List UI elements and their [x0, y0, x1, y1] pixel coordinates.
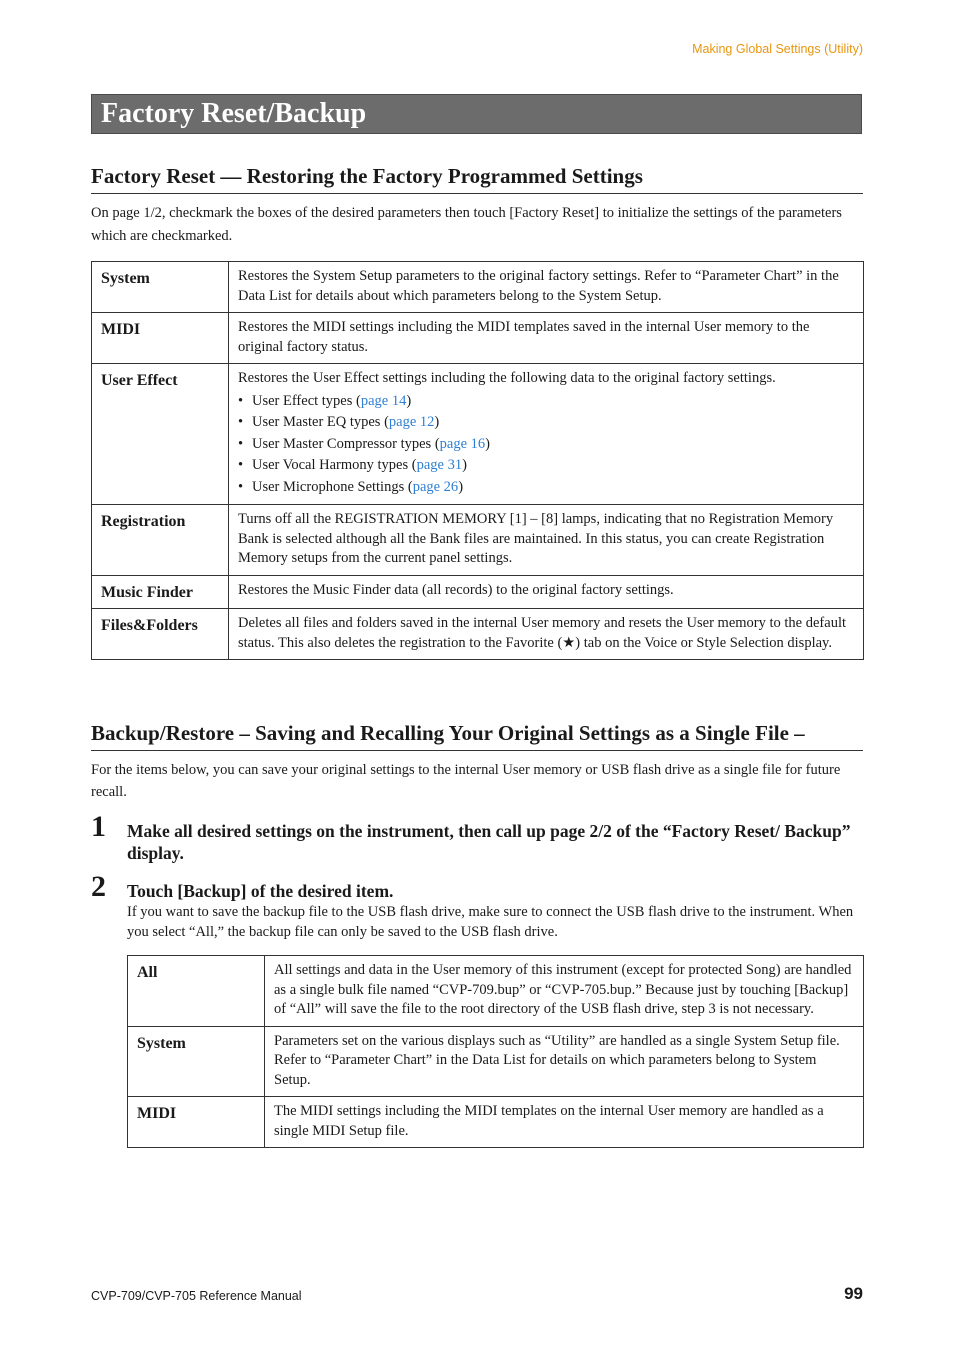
running-head: Making Global Settings (Utility)	[692, 42, 863, 56]
row-desc: Parameters set on the various displays such as “Utility” are handled as a single System Setup file. Refer to “Parameter Chart” in the Data List for details on which parameters belong to System Setup.	[265, 1026, 864, 1097]
factory-reset-intro: On page 1/2, checkmark the boxes of the desired parameters then touch [Factory Reset] to initialize the settings of the parameters which are checkmarked.	[91, 205, 842, 244]
page-link[interactable]: page 26	[412, 478, 459, 495]
row-key: MIDI	[128, 1097, 265, 1148]
row-desc: Turns off all the REGISTRATION MEMORY [1] – [8] lamps, indicating that no Registration Memory Bank is selected although all the Bank files are maintained. In this status, you can create Registration Memory setups from the current panel settings.	[229, 505, 864, 576]
row-key: Registration	[92, 505, 229, 576]
step-text: Make all desired settings on the instrument, then call up page 2/2 of the “Factory Reset/ Backup” display.	[127, 821, 851, 863]
step-text: Touch [Backup] of the desired item.	[127, 881, 394, 901]
step-2-body: If you want to save the backup file to the USB flash drive, make sure to connect the USB flash drive to the instrument. When you select “All,” the backup file can only be saved to the USB flash drive.	[127, 904, 854, 940]
table-row	[92, 505, 864, 576]
list-item-text: User Effect types (	[252, 392, 361, 409]
list-item	[238, 455, 854, 477]
list-item	[238, 391, 854, 413]
factory-reset-table-wrap	[91, 261, 863, 660]
table-row	[92, 575, 864, 609]
row-desc: Restores the Music Finder data (all records) to the original factory settings.	[229, 575, 864, 609]
row-desc: Restores the System Setup parameters to the original factory settings. Refer to “Parameter Chart” in the Data List for details about which parameters belong to the System Setup.	[229, 262, 864, 313]
row-desc-user-effect	[229, 364, 864, 505]
list-item-close: )	[462, 457, 467, 473]
row-key: All	[128, 956, 265, 1027]
row-key: System	[92, 262, 229, 313]
page-link[interactable]: page 16	[439, 435, 486, 452]
table-row	[128, 956, 864, 1027]
page-number: 99	[844, 1284, 863, 1303]
table-row	[128, 1097, 864, 1148]
list-item-text: User Master EQ types (	[252, 414, 389, 430]
backup-table	[127, 955, 864, 1148]
row-key: Music Finder	[92, 575, 229, 609]
page-title-bar	[91, 94, 862, 134]
row-desc: Deletes all files and folders saved in the internal User memory and resets the User memory to the default status. This also deletes the registration to the Favorite (★) tab on the Voice or Style Selection display.	[229, 609, 864, 660]
page-link[interactable]: page 14	[360, 392, 407, 409]
list-item	[238, 412, 854, 434]
step-2	[91, 870, 863, 903]
list-item-close: )	[458, 478, 464, 495]
row-key: Files&Folders	[92, 609, 229, 660]
table-row	[92, 313, 864, 364]
step-number: 1	[91, 810, 106, 843]
list-item-close: )	[485, 435, 491, 452]
backup-table-wrap	[127, 955, 864, 1148]
row-desc: Restores the User Effect settings including the following data to the original factory settings.	[238, 370, 776, 386]
step-1	[91, 810, 863, 864]
page-link[interactable]: page 31	[416, 457, 463, 473]
page-link[interactable]: page 12	[388, 414, 435, 430]
row-key: User Effect	[92, 364, 229, 505]
list-item-close: )	[434, 414, 440, 430]
factory-reset-section	[91, 162, 863, 248]
row-desc: Restores the MIDI settings including the MIDI templates saved in the internal User memory to the original factory status.	[229, 313, 864, 364]
backup-restore-section	[91, 719, 863, 803]
list-item-text: User Vocal Harmony types (	[252, 457, 417, 473]
backup-restore-intro: For the items below, you can save your original settings to the internal User memory or USB flash drive as a single file for future recall.	[91, 762, 841, 800]
table-row	[92, 364, 864, 505]
user-effect-list	[238, 391, 854, 499]
table-row	[92, 262, 864, 313]
row-key: System	[128, 1026, 265, 1097]
list-item-text: User Microphone Settings (	[252, 478, 413, 495]
row-desc: All settings and data in the User memory of this instrument (except for protected Song) are handled as a single bulk file named “CVP-709.bup” or “CVP-705.bup.” Because just by touching [Backup] of “All” will save the file to the root directory of the USB flash drive, step 3 is not necessary.	[265, 956, 864, 1027]
step-number: 2	[91, 870, 106, 903]
table-row	[128, 1026, 864, 1097]
row-desc: The MIDI settings including the MIDI templates on the internal User memory are handled as a single MIDI Setup file.	[265, 1097, 864, 1148]
factory-reset-table	[91, 261, 864, 660]
list-item	[238, 477, 854, 499]
backup-restore-heading: Backup/Restore – Saving and Recalling Your Original Settings as a Single File –	[91, 719, 863, 751]
list-item-text: User Master Compressor types (	[252, 435, 440, 452]
table-row	[92, 609, 864, 660]
page-title: Factory Reset/Backup	[101, 98, 367, 129]
factory-reset-heading: Factory Reset — Restoring the Factory Programmed Settings	[91, 162, 863, 194]
list-item-close: )	[406, 392, 412, 409]
manual-name: CVP-709/CVP-705 Reference Manual	[91, 1289, 302, 1303]
list-item	[238, 434, 854, 456]
row-key: MIDI	[92, 313, 229, 364]
